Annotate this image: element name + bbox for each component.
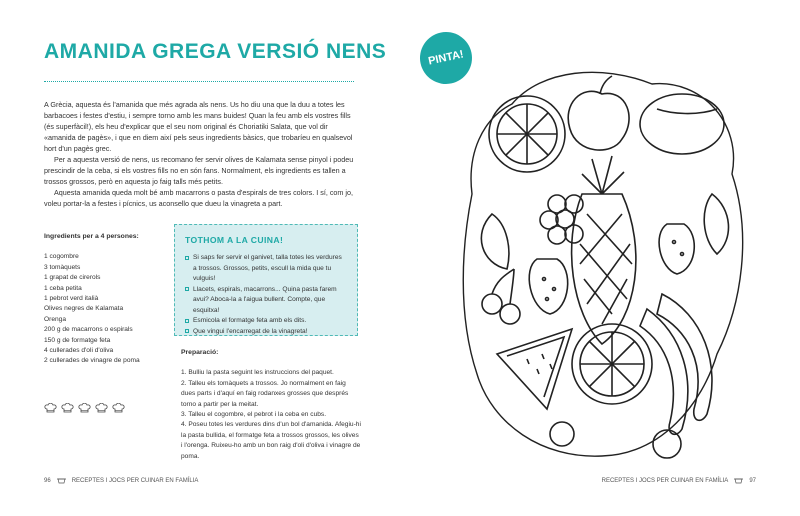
right-page xyxy=(400,0,800,516)
tip-text: Que vingui l'encarregat de la vinagreta! xyxy=(193,327,308,335)
page-title: AMANIDA GREGA VERSIÓ NENS xyxy=(44,40,387,63)
tip-item xyxy=(185,285,347,317)
chef-hat-icon xyxy=(112,403,125,414)
ingredient-item: Olives negres de Kalamata xyxy=(44,305,124,313)
ingredient-item: 200 g de macarrons o espirals xyxy=(44,326,133,334)
chef-hat-icon xyxy=(61,403,74,414)
tip-text: Llacets, espirals, macarrons... Quina pasta farem avui? Aboca-la a l'aigua bullent. Compte, que esquitxa! xyxy=(193,285,337,314)
chef-hat-icon xyxy=(95,403,108,414)
tip-text: Si saps fer servir el ganivet, talla totes les verdures a trossos. Grossos, petits, escull la mida que tu vulguis! xyxy=(193,254,342,282)
checkbox-bullet-icon xyxy=(185,287,189,291)
page-footer xyxy=(602,478,756,484)
page-footer xyxy=(44,478,198,484)
preparation-heading: Preparació: xyxy=(181,349,219,356)
preparation-step: 1. Bulliu la pasta seguint les instruccions del paquet. xyxy=(181,369,334,377)
preparation-step: 3. Talleu el cogombre, el pebrot i la ceba en cubs. xyxy=(181,411,327,419)
intro-text xyxy=(44,99,360,209)
ingredient-item: 1 pebrot verd italià xyxy=(44,295,99,303)
ingredients-list xyxy=(44,252,164,366)
tip-text: Esmicola el formatge feta amb els dits. xyxy=(193,317,307,324)
page-number: 97 xyxy=(749,478,756,484)
ingredient-item: Orenga xyxy=(44,315,66,323)
cooking-pot-icon xyxy=(57,478,66,484)
ingredient-item: 1 cogombre xyxy=(44,253,79,261)
tip-list xyxy=(185,253,347,337)
ingredient-item: 1 ceba petita xyxy=(44,284,82,292)
intro-paragraph: Per a aquesta versió de nens, us recomano fer servir olives de Kalamata sense pinyol i podeu prescindir de la ceba, si els vostres fills no en són fans. Normalment, els ingredients es tallen a trossos grossos, però en aquesta jo faig talls més petits. xyxy=(44,155,354,186)
intro-paragraph: Aquesta amanida queda molt bé amb macarrons o pasta d'espirals de tres colors. I sí, com jo, voleu portar-la a festes i pícnics, us aconsello que dueu la vinagreta a part. xyxy=(44,188,354,208)
ingredient-item: 4 cullerades d'oli d'oliva xyxy=(44,347,114,355)
fruit-coloring-illustration xyxy=(452,64,752,464)
ingredient-item: 1 grapat de cirerols xyxy=(44,274,101,282)
preparation-step: 4. Poseu totes les verdures dins d'un bol d'amanida. Afegiu-hi la pasta bullida, el formatge feta a trossos grossos, les olives i l'orenga. Ruixeu-ho amb un bon raig d'oli d'oliva i vinagre de poma. xyxy=(181,421,361,460)
title-divider xyxy=(44,81,354,82)
ingredients-section xyxy=(44,232,164,367)
tip-item xyxy=(185,316,347,327)
tip-box xyxy=(174,224,358,336)
color-badge: PINTA! xyxy=(415,27,477,89)
ingredient-item: 2 cullerades de vinagre de poma xyxy=(44,357,140,365)
tip-item xyxy=(185,327,347,338)
ingredients-heading: Ingredients per a 4 persones: xyxy=(44,233,139,240)
checkbox-bullet-icon xyxy=(185,329,189,333)
page-number: 96 xyxy=(44,478,51,484)
ingredient-item: 150 g de formatge feta xyxy=(44,336,111,344)
intro-paragraph: A Grècia, aquesta és l'amanida que més agrada als nens. Us ho diu una que la duu a totes les barbacoes i festes d'estiu, i sempre torno amb les mans buides! Quan la feu amb els vostres fills (és superfàcil!), els heu d'explicar que el seu nom original és Choriatiki Salata, que vol dir «amanida de pagès», i que en diem així pels seus ingredients bàsics, que trobaríeu en qualsevol hort d'un pagès grec. xyxy=(44,100,353,153)
checkbox-bullet-icon xyxy=(185,256,189,260)
tip-box-title: TOTHOM A LA CUINA! xyxy=(185,235,284,245)
footer-text: RECEPTES I JOCS PER CUINAR EN FAMÍLIA xyxy=(71,478,199,484)
footer-text: RECEPTES I JOCS PER CUINAR EN FAMÍLIA xyxy=(601,478,729,484)
chef-hat-icon xyxy=(44,403,57,414)
checkbox-bullet-icon xyxy=(185,319,189,323)
difficulty-rating xyxy=(44,403,125,414)
chef-hat-icon xyxy=(78,403,91,414)
cooking-pot-icon xyxy=(734,478,743,484)
tip-item xyxy=(185,253,347,285)
preparation-section xyxy=(181,348,361,462)
ingredient-item: 3 tomàquets xyxy=(44,263,81,271)
preparation-steps xyxy=(181,368,361,462)
preparation-step: 2. Talleu els tomàquets a trossos. Jo normalment en faig dues parts i d'aquí en faig rodanxes grosses que després torno a partir per la meitat. xyxy=(181,379,349,408)
